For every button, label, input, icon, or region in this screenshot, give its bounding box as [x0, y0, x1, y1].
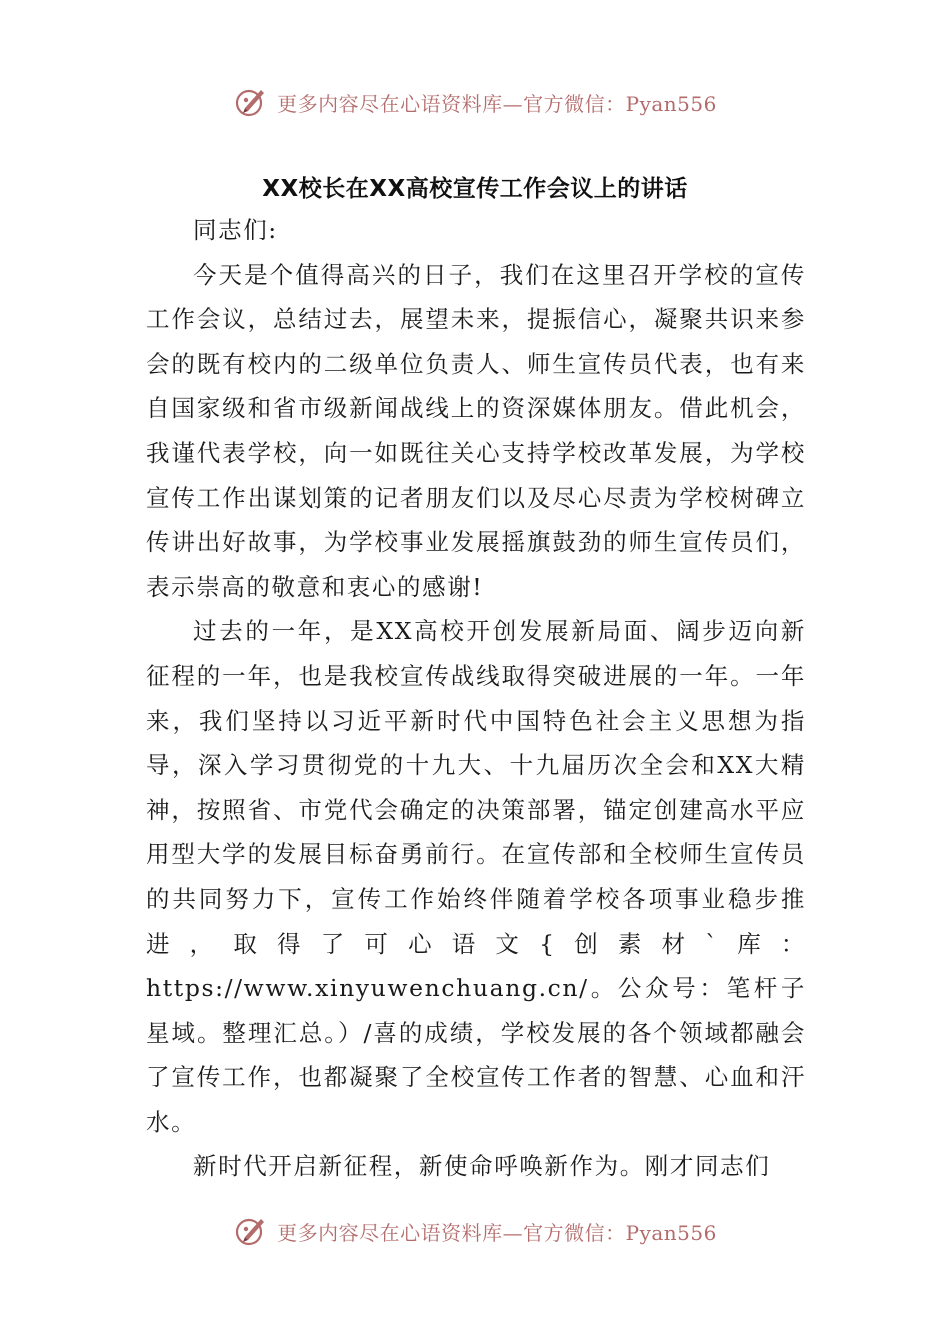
- paragraph: 新时代开启新征程，新使命呼唤新作为。刚才同志们: [193, 1152, 771, 1181]
- document-body: [146, 206, 806, 1189]
- header-watermark: [0, 80, 950, 124]
- footer-watermark: [0, 1209, 950, 1253]
- pen-logo-icon: [233, 1213, 269, 1249]
- salutation: 同志们:: [193, 216, 278, 244]
- watermark-text: 更多内容尽在心语资料库—官方微信：Pyan556: [277, 91, 717, 116]
- watermark-text: 更多内容尽在心语资料库—官方微信：Pyan556: [277, 1220, 717, 1245]
- pen-logo-icon: [233, 84, 269, 120]
- paragraph: 今天是个值得高兴的日子，我们在这里召开学校的宣传工作会议，总结过去，展望未来，提振信心，凝聚共识来参会的既有校内的二级单位负责人、师生宣传员代表，也有来自国家级和省市级新闻战线上的资深媒体朋友。借此机会，我谨代表学校，向一如既往关心支持学校改革发展，为学校宣传工作出谋划策的记者朋友们以及尽心尽责为学校树碑立传讲出好故事，为学校事业发展摇旗鼓劲的师生宣传员们，表示崇高的敬意和衷心的感谢!: [146, 260, 806, 601]
- document-title: XX校长在XX高校宣传工作会议上的讲话: [262, 176, 688, 202]
- paragraph: 过去的一年，是XX高校开创发展新局面、阔步迈向新征程的一年，也是我校宣传战线取得突破进展的一年。一年来，我们坚持以习近平新时代中国特色社会主义思想为指导，深入学习贯彻党的十九大、十九届历次全会和XX大精神，按照省、市党代会确定的决策部署，锚定创建高水平应用型大学的发展目标奋勇前行。在宣传部和全校师生宣传员的共同努力下，宣传工作始终伴随着学校各项事业稳步推进，取得了可心语文{创素材`库：https://www.xinyuwenchuang.cn/。公众号：笔杆子星域。整理汇总。）/喜的成绩，学校发展的各个领域都融会了宣传工作，也都凝聚了全校宣传工作者的智慧、心血和汗水。: [146, 617, 806, 1136]
